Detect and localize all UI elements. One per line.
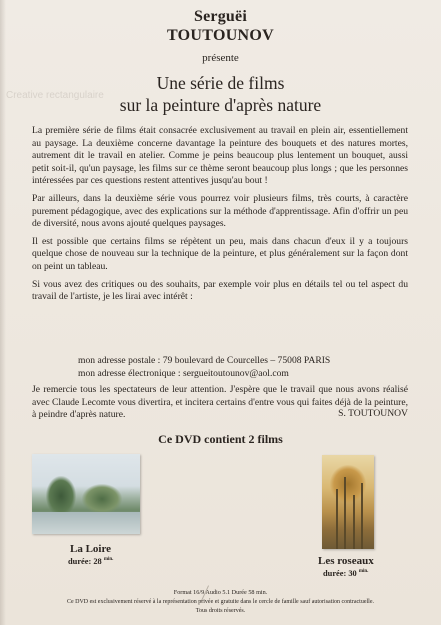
paragraph-1: La première série de films était consacrée exclusivement au travail en plein air, essentiellement au paysage. La deuxième concerne davantage la peinture des bouquets et des natures mortes, autrement dit le travail en atelier. Comme je peins beaucoup plus lentement un bouquet, aussi petit soit-il, qu'un paysage, les films sur ce thème seront beaucoup plus longs ; que les personnes intéressées par ces questions restent attentives jusqu'au bout ! <box>32 125 408 187</box>
thumbnail-tree <box>82 484 122 514</box>
thumbnail-reed <box>344 477 346 549</box>
dvd-contents-heading: Ce DVD contient 2 films <box>158 432 283 446</box>
postal-address: mon adresse postale : 79 boulevard de Courcelles – 75008 PARIS <box>78 355 331 366</box>
paragraph-3: Il est possible que certains films se répètent un peu, mais dans chacun d'eux il y a toujours quelque chose de nouveau sur la technique de la peinture, et plus généralement sur la façon dont on peint un tableau. <box>32 235 408 272</box>
film-loire-thumbnail <box>32 454 140 534</box>
rights-reserved: Tous droits réservés. <box>195 608 246 614</box>
series-title-line1: Une série de films <box>156 73 285 93</box>
author-first-name: Serguëi <box>194 8 247 25</box>
thumbnail-reed <box>353 495 355 549</box>
thumbnail-reed <box>336 489 338 549</box>
film-roseaux-duration-value: durée: 30 <box>323 569 357 578</box>
film-loire-title: La Loire <box>70 543 112 555</box>
author-last-name: TOUTOUNOV <box>166 27 275 44</box>
film-roseaux-thumbnail <box>322 455 374 549</box>
presents-label: présente <box>202 52 239 64</box>
email-address: mon adresse électronique : sergueitoutounov@aol.com <box>78 368 289 379</box>
film-roseaux-title: Les roseaux <box>318 555 374 567</box>
paragraph-4: Si vous avez des critiques ou des souhaits, par exemple voir plus en détails tel ou tel aspect du travail de l'artiste, je les lirai avec intérêt : <box>32 278 408 303</box>
thumbnail-reed <box>361 483 363 549</box>
intro-text <box>32 125 408 309</box>
film-loire-duration <box>68 557 113 566</box>
film-roseaux-duration <box>323 569 368 578</box>
technical-format: Format 16/9 Audio 5.1 Durée 58 min. <box>173 589 268 596</box>
signature: S. TOUTOUNOV <box>338 408 408 419</box>
film-loire-duration-value: durée: 28 <box>68 557 102 566</box>
thumbnail-tree <box>46 476 76 516</box>
closing-paragraph: Je remercie tous les spectateurs de leur attention. J'espère que le travail que nous avons réalisé avec Claude Lecomte vous divertira, et incitera certains d'entre vous qui faites déjà de la peinture, à peindre d'après nature. <box>32 384 408 421</box>
film-loire-duration-unit: min. <box>103 557 114 563</box>
film-roseaux-duration-unit: min. <box>358 569 369 575</box>
paragraph-2: Par ailleurs, dans la deuxième série vous pourrez voir plusieurs films, très courts, à caractère purement pédagogique, avec des explications sur la méthode d'apprentissage. Afin d'offrir un peu de diversité, nous avons ajouté quelques paysages. <box>32 192 408 230</box>
series-title-line2: sur la peinture d'après nature <box>119 95 322 115</box>
legal-notice: Ce DVD est exclusivement réservé à la représentation privée et gratuite dans le cercle de famille sauf autorisation contractuelle. <box>66 599 375 605</box>
thumbnail-water <box>32 512 140 534</box>
ghost-text: Creative rectangulaire <box>6 90 104 101</box>
